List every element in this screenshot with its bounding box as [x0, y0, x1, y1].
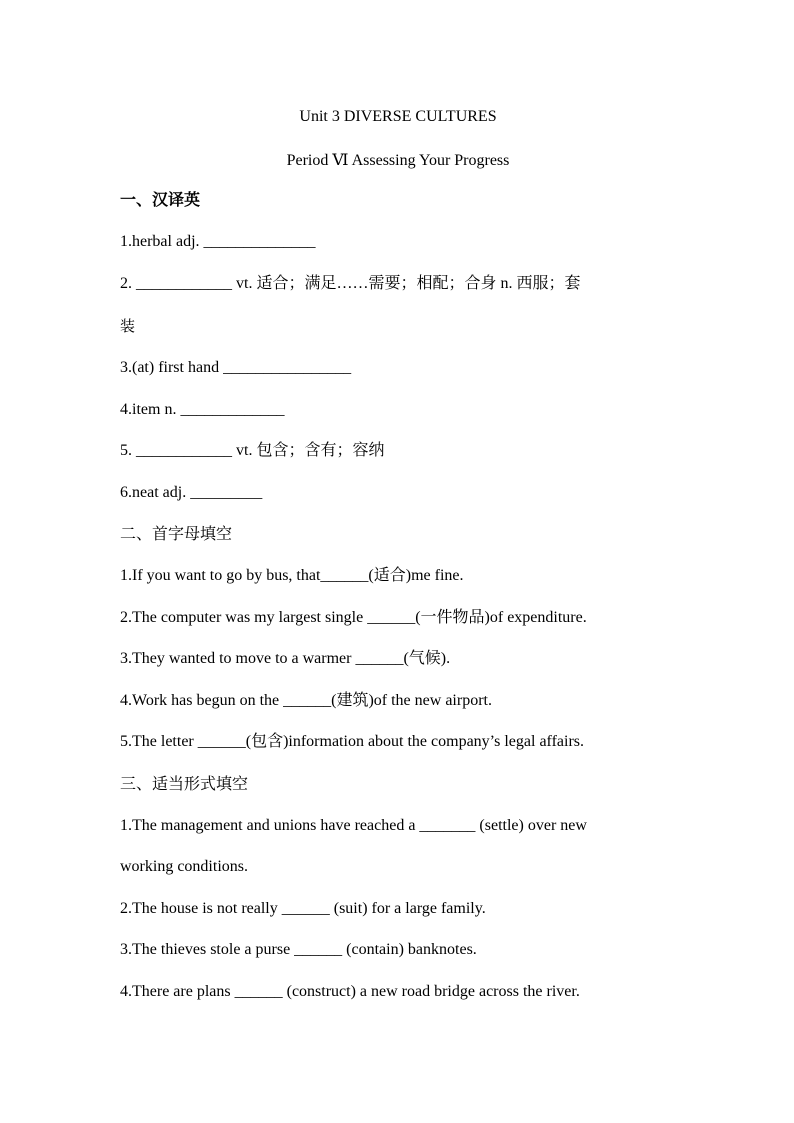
section-1-item-4: 4.item n. _____________: [120, 401, 285, 418]
page-subtitle: Period Ⅵ Assessing Your Progress: [286, 152, 510, 169]
section-2-item-4: 4.Work has begun on the ______(建筑)of the new airport.: [120, 692, 492, 709]
section-3-item-4: 4.There are plans ______ (construct) a new road bridge across the river.: [120, 983, 580, 1000]
section-1-item-2: 2. ____________ vt. 适合；满足……需要；相配；合身 n. 西服；套: [120, 275, 581, 292]
section-1-item-2-wrap: 装: [120, 317, 136, 335]
section-1-item-6: 6.neat adj. _________: [120, 484, 263, 501]
section-3-item-1-wrap: working conditions.: [120, 858, 248, 875]
page-title: Unit 3 DIVERSE CULTURES: [299, 108, 497, 125]
section-3-item-1: 1.The management and unions have reached a _______ (settle) over new: [120, 817, 587, 834]
section-3-heading: 三、适当形式填空: [120, 774, 249, 793]
section-1-item-3: 3.(at) first hand ________________: [120, 359, 352, 376]
section-2-item-2: 2.The computer was my largest single ______(一件物品)of expenditure.: [120, 609, 587, 626]
section-2-item-5: 5.The letter ______(包含)information about the company’s legal affairs.: [120, 733, 585, 750]
section-2-item-1: 1.If you want to go by bus, that______(适合)me fine.: [120, 567, 464, 584]
section-1-item-5: 5. ____________ vt. 包含；含有；容纳: [120, 442, 385, 459]
section-1-item-1: 1.herbal adj. ______________: [120, 233, 316, 250]
section-2-item-3: 3.They wanted to move to a warmer ______(气候).: [120, 650, 451, 667]
section-3-item-3: 3.The thieves stole a purse ______ (contain) banknotes.: [120, 941, 477, 958]
section-2-heading: 二、首字母填空: [120, 524, 233, 543]
section-1-heading: 一、汉译英: [120, 190, 201, 209]
section-3-item-2: 2.The house is not really ______ (suit) for a large family.: [120, 900, 486, 917]
